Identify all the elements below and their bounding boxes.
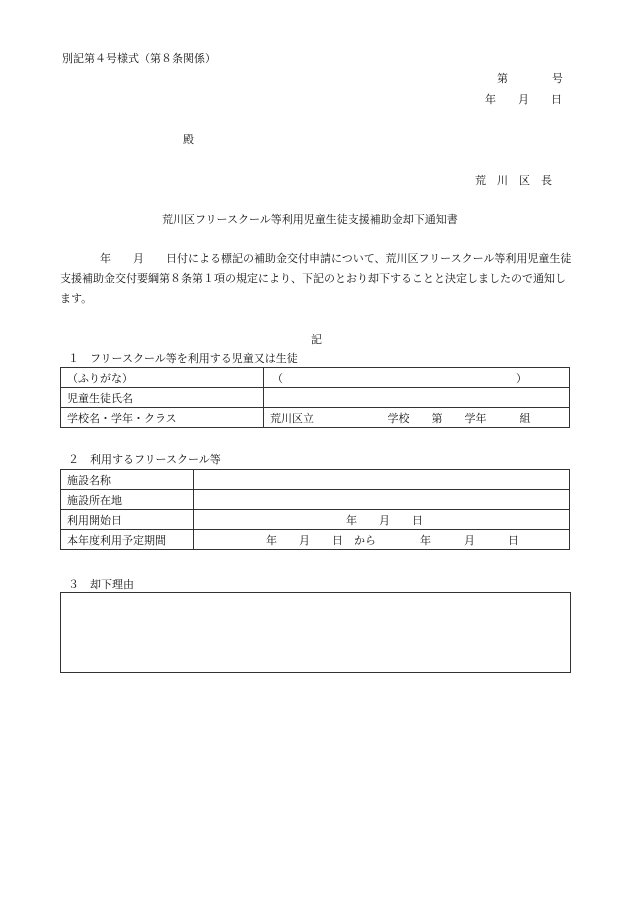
school-grade-class-text: 学校 第 学年 組 (387, 411, 531, 425)
facility-table (60, 469, 570, 550)
document-title: 荒川区フリースクール等利用児童生徒支援補助金却下通知書 (162, 213, 458, 226)
facility-address-field[interactable] (194, 490, 570, 510)
table-row (61, 530, 570, 550)
rejection-reason-box[interactable] (60, 592, 571, 673)
school-label: 学校名・学年・クラス (61, 408, 264, 428)
start-date-field[interactable]: 年 月 日 (194, 510, 570, 530)
section3-heading: ３ 却下理由 (68, 578, 134, 591)
section2-heading: ２ 利用するフリースクール等 (68, 453, 221, 466)
sender-name: 荒 川 区 長 (475, 174, 552, 187)
school-field[interactable] (264, 408, 570, 428)
section1-heading: １ フリースクール等を利用する児童又は生徒 (68, 352, 298, 365)
form-label: 別記第４号様式（第８条関係） (62, 52, 216, 65)
table-row (61, 368, 570, 388)
table-row (61, 388, 570, 408)
furigana-open-paren: （ (272, 371, 283, 385)
ki-heading: 記 (311, 333, 322, 346)
table-row (61, 490, 570, 510)
furigana-close-paren: ） (516, 371, 527, 385)
period-label: 本年度利用予定期間 (61, 530, 194, 550)
body-paragraph: 年 月 日付による標記の補助金交付申請について、荒川区フリースクール等利用児童生徒支援補助金交付要綱第８条第１項の規定により、下記のとおり却下することと決定しましたので通知します。 (60, 252, 572, 305)
student-table (60, 367, 570, 428)
table-row (61, 470, 570, 490)
start-date-label: 利用開始日 (61, 510, 194, 530)
document-number: 第 号 (497, 72, 563, 85)
facility-name-label: 施設名称 (61, 470, 194, 490)
document-date: 年 月 日 (485, 93, 562, 106)
table-row (61, 510, 570, 530)
furigana-cell[interactable] (264, 368, 570, 388)
furigana-label: （ふりがな） (61, 368, 264, 388)
facility-address-label: 施設所在地 (61, 490, 194, 510)
table-row (61, 408, 570, 428)
student-name-field[interactable] (264, 388, 570, 408)
school-ward-text: 荒川区立 (270, 411, 314, 425)
period-field[interactable]: 年 月 日 から 年 月 日 (194, 530, 570, 550)
student-name-label: 児童生徒氏名 (61, 388, 264, 408)
facility-name-field[interactable] (194, 470, 570, 490)
addressee-suffix: 殿 (183, 133, 194, 146)
